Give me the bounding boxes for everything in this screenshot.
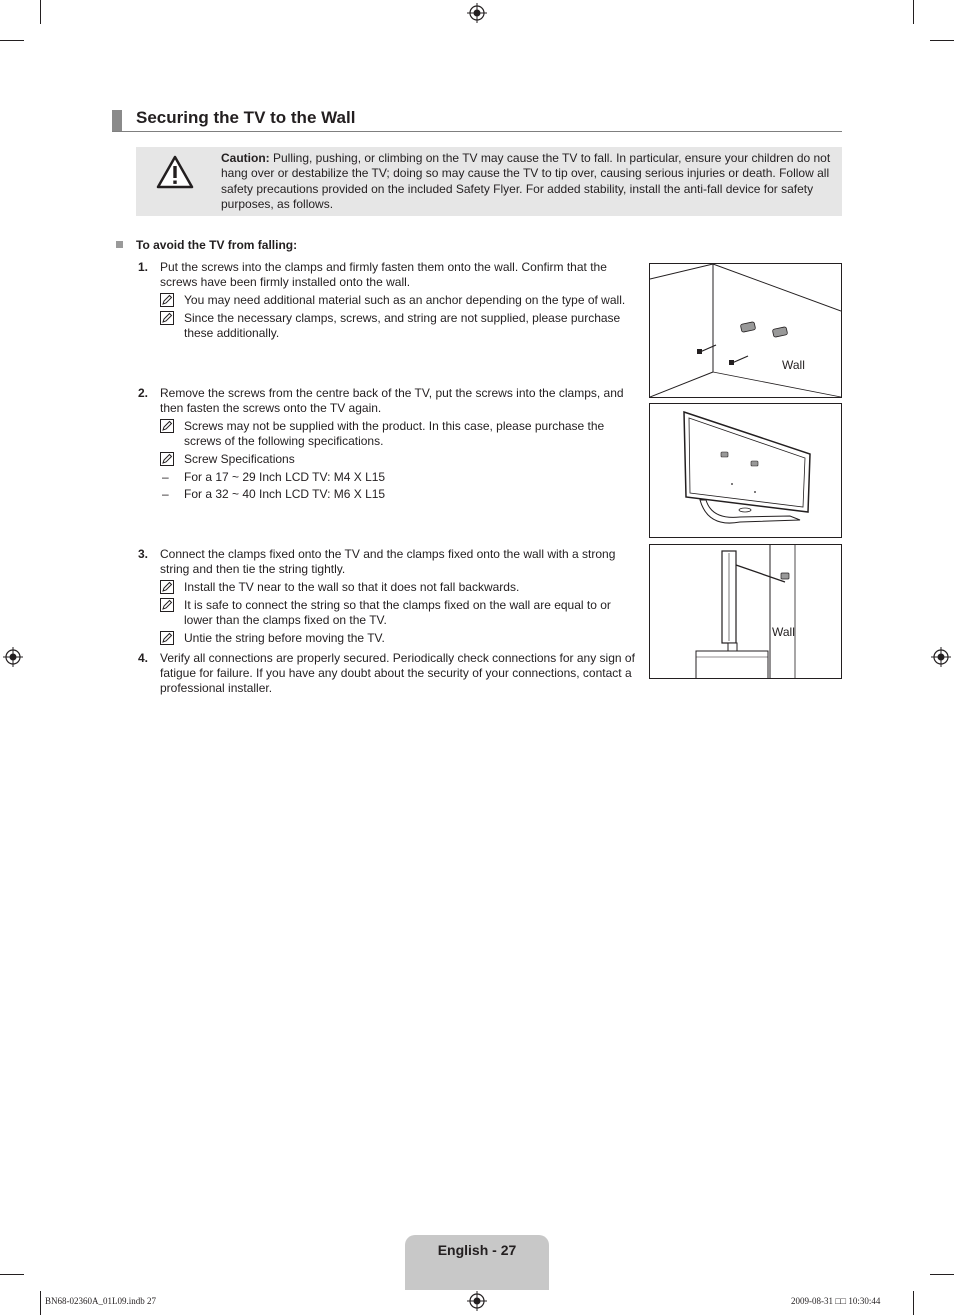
- page-number: English - 27: [437, 1242, 517, 1258]
- note-text: You may need additional material such as an anchor depending on the type of wall.: [184, 293, 626, 307]
- note-icon: [160, 419, 174, 433]
- note-text: Untie the string before moving the TV.: [184, 631, 385, 645]
- note-icon: [160, 631, 174, 645]
- wall-label: Wall: [772, 625, 795, 639]
- crop-mark: [0, 1274, 24, 1275]
- note-icon: [160, 311, 174, 325]
- registration-mark-icon: [467, 3, 487, 23]
- print-timestamp: 2009-08-31 □□ 10:30:44: [791, 1296, 881, 1306]
- caution-text: [221, 151, 833, 212]
- subheading: To avoid the TV from falling:: [136, 238, 298, 252]
- wall-screws-illustration-icon: [650, 264, 841, 397]
- crop-mark: [913, 1291, 914, 1315]
- step-number: 3.: [138, 547, 149, 561]
- page-title: Securing the TV to the Wall: [136, 108, 356, 127]
- title-rule: [112, 131, 842, 132]
- tv-side-wall-illustration-icon: [650, 545, 841, 678]
- note-text: Install the TV near to the wall so that it does not fall backwards.: [184, 580, 520, 594]
- registration-mark-icon: [3, 647, 23, 667]
- crop-mark: [0, 40, 24, 41]
- note-icon: [160, 580, 174, 594]
- note-text: Since the necessary clamps, screws, and string are not supplied, please purchase these additionally.: [184, 311, 621, 341]
- spec-item: For a 32 ~ 40 Inch LCD TV: M6 X L15: [184, 487, 386, 501]
- warning-triangle-icon: [155, 154, 195, 190]
- crop-mark: [40, 0, 41, 24]
- figure-wall-screws: [649, 263, 842, 398]
- step-text: Connect the clamps fixed onto the TV and the clamps fixed onto the wall with a strong string and then tie the string tightly.: [160, 547, 616, 577]
- registration-mark-icon: [467, 1291, 487, 1311]
- step-text: Remove the screws from the centre back of the TV, put the screws into the clamps, and then fasten the screws onto the TV again.: [160, 386, 624, 416]
- crop-mark: [913, 0, 914, 24]
- dash-bullet: –: [162, 470, 169, 484]
- note-text: Screw Specifications: [184, 452, 295, 466]
- dash-bullet: –: [162, 487, 169, 501]
- crop-mark: [930, 40, 954, 41]
- crop-mark: [930, 1274, 954, 1275]
- note-text: It is safe to connect the string so that the clamps fixed on the wall are equal to or lower than the clamps fixed on the TV.: [184, 598, 611, 628]
- figure-tv-back: [649, 403, 842, 538]
- caution-label: Caution:: [221, 151, 270, 165]
- note-icon: [160, 293, 174, 307]
- step-number: 1.: [138, 260, 149, 274]
- figure-tv-side-wall: [649, 544, 842, 679]
- step-text: Verify all connections are properly secured. Periodically check connections for any sign of fatigue for failure. If you have any doubt about the security of your connections, contact a professional installer.: [160, 651, 635, 696]
- note-text: Screws may not be supplied with the product. In this case, please purchase the screws of the following specifications.: [184, 419, 605, 449]
- step-text: Put the screws into the clamps and firmly fasten them onto the wall. Confirm that the screws have been firmly installed onto the wall.: [160, 260, 607, 290]
- wall-label: Wall: [782, 358, 805, 372]
- note-icon: [160, 598, 174, 612]
- spec-item: For a 17 ~ 29 Inch LCD TV: M4 X L15: [184, 470, 386, 484]
- step-number: 4.: [138, 651, 149, 665]
- tv-back-illustration-icon: [650, 404, 841, 537]
- note-icon: [160, 452, 174, 466]
- crop-mark: [40, 1291, 41, 1315]
- file-reference: BN68-02360A_01L09.indb 27: [45, 1296, 156, 1306]
- title-accent-bar: [112, 110, 122, 131]
- caution-body: Pulling, pushing, or climbing on the TV may cause the TV to fall. In particular, ensure your children do not hang over or destabilize the TV; doing so may cause the TV to tip over, causing serious injuries or death. Follow all safety precautions provided on the included Safety Flyer. For added stability, install the anti-fall device for safety purposes, as follows.: [221, 151, 831, 211]
- square-bullet-icon: [116, 241, 123, 248]
- step-number: 2.: [138, 386, 149, 400]
- registration-mark-icon: [931, 647, 951, 667]
